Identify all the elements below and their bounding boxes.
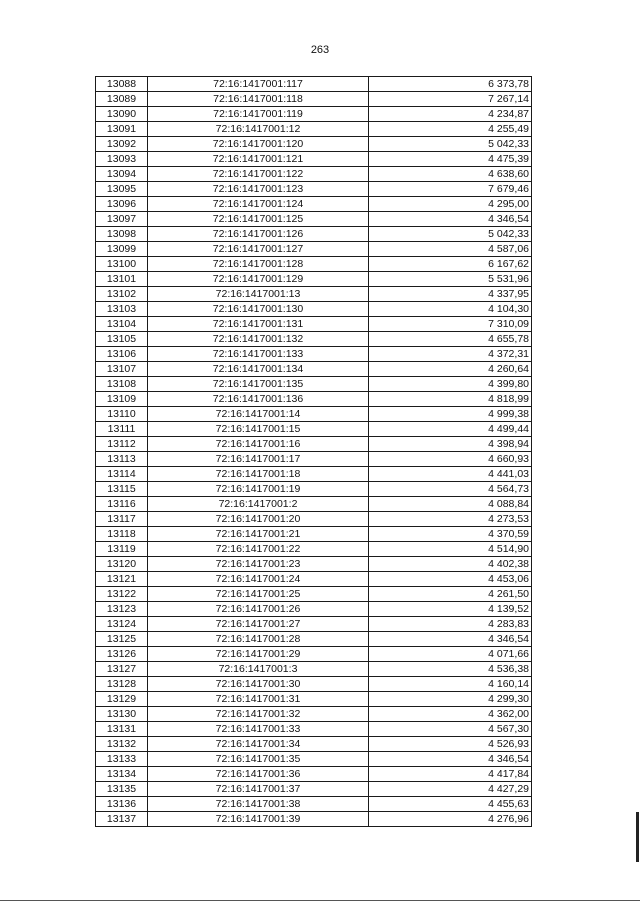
area-cell: 4 071,66	[369, 647, 532, 662]
table-row	[96, 782, 532, 797]
cadastral-number-cell: 72:16:1417001:33	[148, 722, 369, 737]
cadastral-number-cell: 72:16:1417001:32	[148, 707, 369, 722]
area-cell: 4 295,00	[369, 197, 532, 212]
table-row	[96, 617, 532, 632]
table-row	[96, 542, 532, 557]
area-cell: 4 372,31	[369, 347, 532, 362]
area-cell: 5 042,33	[369, 137, 532, 152]
row-number-cell: 13121	[96, 572, 148, 587]
area-cell: 4 398,94	[369, 437, 532, 452]
area-cell: 7 310,09	[369, 317, 532, 332]
table-row	[96, 632, 532, 647]
cadastral-number-cell: 72:16:1417001:22	[148, 542, 369, 557]
table-row	[96, 737, 532, 752]
table-row	[96, 152, 532, 167]
area-cell: 4 526,93	[369, 737, 532, 752]
row-number-cell: 13115	[96, 482, 148, 497]
area-cell: 7 679,46	[369, 182, 532, 197]
table-row	[96, 287, 532, 302]
cadastral-number-cell: 72:16:1417001:121	[148, 152, 369, 167]
cadastral-number-cell: 72:16:1417001:18	[148, 467, 369, 482]
area-cell: 4 455,63	[369, 797, 532, 812]
table-row	[96, 707, 532, 722]
cadastral-number-cell: 72:16:1417001:127	[148, 242, 369, 257]
cadastral-number-cell: 72:16:1417001:20	[148, 512, 369, 527]
area-cell: 4 453,06	[369, 572, 532, 587]
table-row	[96, 557, 532, 572]
table-row	[96, 752, 532, 767]
table-row	[96, 452, 532, 467]
row-number-cell: 13100	[96, 257, 148, 272]
row-number-cell: 13092	[96, 137, 148, 152]
table-row	[96, 197, 532, 212]
area-cell: 4 104,30	[369, 302, 532, 317]
scan-edge-mark	[636, 812, 639, 862]
area-cell: 4 567,30	[369, 722, 532, 737]
cadastral-number-cell: 72:16:1417001:25	[148, 587, 369, 602]
row-number-cell: 13088	[96, 77, 148, 92]
cadastral-number-cell: 72:16:1417001:13	[148, 287, 369, 302]
row-number-cell: 13126	[96, 647, 148, 662]
row-number-cell: 13128	[96, 677, 148, 692]
row-number-cell: 13120	[96, 557, 148, 572]
area-cell: 5 531,96	[369, 272, 532, 287]
cadastral-number-cell: 72:16:1417001:3	[148, 662, 369, 677]
cadastral-number-cell: 72:16:1417001:130	[148, 302, 369, 317]
row-number-cell: 13106	[96, 347, 148, 362]
area-cell: 4 362,00	[369, 707, 532, 722]
table-row	[96, 677, 532, 692]
cadastral-number-cell: 72:16:1417001:120	[148, 137, 369, 152]
cadastral-number-cell: 72:16:1417001:124	[148, 197, 369, 212]
cadastral-number-cell: 72:16:1417001:132	[148, 332, 369, 347]
cadastral-number-cell: 72:16:1417001:30	[148, 677, 369, 692]
table-row	[96, 302, 532, 317]
area-cell: 4 587,06	[369, 242, 532, 257]
area-cell: 4 276,96	[369, 812, 532, 827]
table-row	[96, 407, 532, 422]
row-number-cell: 13123	[96, 602, 148, 617]
area-cell: 4 088,84	[369, 497, 532, 512]
table-row	[96, 692, 532, 707]
area-cell: 4 499,44	[369, 422, 532, 437]
row-number-cell: 13113	[96, 452, 148, 467]
row-number-cell: 13096	[96, 197, 148, 212]
cadastral-number-cell: 72:16:1417001:123	[148, 182, 369, 197]
area-cell: 4 655,78	[369, 332, 532, 347]
row-number-cell: 13095	[96, 182, 148, 197]
area-cell: 4 337,95	[369, 287, 532, 302]
area-cell: 4 818,99	[369, 392, 532, 407]
table-row	[96, 212, 532, 227]
area-cell: 4 536,38	[369, 662, 532, 677]
area-cell: 4 346,54	[369, 752, 532, 767]
cadastral-number-cell: 72:16:1417001:21	[148, 527, 369, 542]
table-row	[96, 572, 532, 587]
table-row	[96, 227, 532, 242]
area-cell: 4 273,53	[369, 512, 532, 527]
area-cell: 4 346,54	[369, 632, 532, 647]
area-cell: 4 234,87	[369, 107, 532, 122]
cadastral-number-cell: 72:16:1417001:125	[148, 212, 369, 227]
row-number-cell: 13119	[96, 542, 148, 557]
row-number-cell: 13117	[96, 512, 148, 527]
row-number-cell: 13118	[96, 527, 148, 542]
table-row	[96, 92, 532, 107]
table-row	[96, 767, 532, 782]
area-cell: 4 346,54	[369, 212, 532, 227]
cadastral-number-cell: 72:16:1417001:28	[148, 632, 369, 647]
area-cell: 4 139,52	[369, 602, 532, 617]
cadastral-number-cell: 72:16:1417001:117	[148, 77, 369, 92]
area-cell: 4 370,59	[369, 527, 532, 542]
row-number-cell: 13090	[96, 107, 148, 122]
area-cell: 4 638,60	[369, 167, 532, 182]
cadastral-number-cell: 72:16:1417001:27	[148, 617, 369, 632]
row-number-cell: 13134	[96, 767, 148, 782]
table-row	[96, 527, 532, 542]
row-number-cell: 13109	[96, 392, 148, 407]
table-row	[96, 497, 532, 512]
area-cell: 4 441,03	[369, 467, 532, 482]
table-row	[96, 722, 532, 737]
cadastral-number-cell: 72:16:1417001:135	[148, 377, 369, 392]
row-number-cell: 13110	[96, 407, 148, 422]
row-number-cell: 13129	[96, 692, 148, 707]
table-row	[96, 257, 532, 272]
row-number-cell: 13107	[96, 362, 148, 377]
cadastral-number-cell: 72:16:1417001:24	[148, 572, 369, 587]
table-row	[96, 812, 532, 827]
cadastral-number-cell: 72:16:1417001:118	[148, 92, 369, 107]
table-row	[96, 122, 532, 137]
area-cell: 7 267,14	[369, 92, 532, 107]
table-row	[96, 377, 532, 392]
cadastral-number-cell: 72:16:1417001:38	[148, 797, 369, 812]
row-number-cell: 13108	[96, 377, 148, 392]
table-row	[96, 437, 532, 452]
row-number-cell: 13133	[96, 752, 148, 767]
table-row	[96, 182, 532, 197]
cadastral-number-cell: 72:16:1417001:15	[148, 422, 369, 437]
area-cell: 4 660,93	[369, 452, 532, 467]
area-cell: 4 475,39	[369, 152, 532, 167]
row-number-cell: 13091	[96, 122, 148, 137]
cadastral-number-cell: 72:16:1417001:128	[148, 257, 369, 272]
cadastral-number-cell: 72:16:1417001:36	[148, 767, 369, 782]
cadastral-number-cell: 72:16:1417001:23	[148, 557, 369, 572]
parcel-table	[95, 76, 532, 827]
row-number-cell: 13101	[96, 272, 148, 287]
table-row	[96, 482, 532, 497]
row-number-cell: 13093	[96, 152, 148, 167]
cadastral-number-cell: 72:16:1417001:29	[148, 647, 369, 662]
cadastral-number-cell: 72:16:1417001:126	[148, 227, 369, 242]
area-cell: 4 427,29	[369, 782, 532, 797]
cadastral-number-cell: 72:16:1417001:16	[148, 437, 369, 452]
cadastral-number-cell: 72:16:1417001:134	[148, 362, 369, 377]
scan-edge-mark	[0, 900, 640, 901]
cadastral-number-cell: 72:16:1417001:37	[148, 782, 369, 797]
area-cell: 6 373,78	[369, 77, 532, 92]
table-row	[96, 362, 532, 377]
cadastral-number-cell: 72:16:1417001:31	[148, 692, 369, 707]
row-number-cell: 13125	[96, 632, 148, 647]
cadastral-number-cell: 72:16:1417001:2	[148, 497, 369, 512]
row-number-cell: 13104	[96, 317, 148, 332]
table-row	[96, 602, 532, 617]
cadastral-number-cell: 72:16:1417001:26	[148, 602, 369, 617]
row-number-cell: 13122	[96, 587, 148, 602]
area-cell: 4 564,73	[369, 482, 532, 497]
table-row	[96, 272, 532, 287]
table-row	[96, 77, 532, 92]
table-row	[96, 512, 532, 527]
cadastral-number-cell: 72:16:1417001:19	[148, 482, 369, 497]
cadastral-number-cell: 72:16:1417001:39	[148, 812, 369, 827]
table-row	[96, 167, 532, 182]
row-number-cell: 13131	[96, 722, 148, 737]
page-number: 263	[310, 44, 330, 56]
area-cell: 5 042,33	[369, 227, 532, 242]
row-number-cell: 13099	[96, 242, 148, 257]
table-row	[96, 797, 532, 812]
cadastral-number-cell: 72:16:1417001:35	[148, 752, 369, 767]
row-number-cell: 13116	[96, 497, 148, 512]
table-row	[96, 587, 532, 602]
table-row	[96, 332, 532, 347]
row-number-cell: 13094	[96, 167, 148, 182]
row-number-cell: 13098	[96, 227, 148, 242]
area-cell: 4 299,30	[369, 692, 532, 707]
cadastral-number-cell: 72:16:1417001:131	[148, 317, 369, 332]
row-number-cell: 13114	[96, 467, 148, 482]
table-row	[96, 242, 532, 257]
row-number-cell: 13103	[96, 302, 148, 317]
table-row	[96, 467, 532, 482]
area-cell: 4 399,80	[369, 377, 532, 392]
area-cell: 4 402,38	[369, 557, 532, 572]
area-cell: 4 283,83	[369, 617, 532, 632]
row-number-cell: 13137	[96, 812, 148, 827]
cadastral-number-cell: 72:16:1417001:133	[148, 347, 369, 362]
row-number-cell: 13097	[96, 212, 148, 227]
cadastral-number-cell: 72:16:1417001:34	[148, 737, 369, 752]
area-cell: 4 514,90	[369, 542, 532, 557]
area-cell: 4 160,14	[369, 677, 532, 692]
area-cell: 4 260,64	[369, 362, 532, 377]
area-cell: 6 167,62	[369, 257, 532, 272]
row-number-cell: 13089	[96, 92, 148, 107]
row-number-cell: 13127	[96, 662, 148, 677]
table-row	[96, 347, 532, 362]
table-row	[96, 137, 532, 152]
table-row	[96, 662, 532, 677]
area-cell: 4 255,49	[369, 122, 532, 137]
cadastral-number-cell: 72:16:1417001:122	[148, 167, 369, 182]
row-number-cell: 13124	[96, 617, 148, 632]
table-row	[96, 647, 532, 662]
area-cell: 4 417,84	[369, 767, 532, 782]
cadastral-number-cell: 72:16:1417001:129	[148, 272, 369, 287]
cadastral-number-cell: 72:16:1417001:136	[148, 392, 369, 407]
cadastral-number-cell: 72:16:1417001:14	[148, 407, 369, 422]
cadastral-number-cell: 72:16:1417001:17	[148, 452, 369, 467]
row-number-cell: 13136	[96, 797, 148, 812]
parcel-table-body	[96, 77, 532, 827]
cadastral-number-cell: 72:16:1417001:12	[148, 122, 369, 137]
table-row	[96, 107, 532, 122]
row-number-cell: 13112	[96, 437, 148, 452]
row-number-cell: 13132	[96, 737, 148, 752]
row-number-cell: 13105	[96, 332, 148, 347]
table-row	[96, 392, 532, 407]
row-number-cell: 13130	[96, 707, 148, 722]
cadastral-number-cell: 72:16:1417001:119	[148, 107, 369, 122]
table-row	[96, 317, 532, 332]
row-number-cell: 13135	[96, 782, 148, 797]
row-number-cell: 13102	[96, 287, 148, 302]
area-cell: 4 261,50	[369, 587, 532, 602]
area-cell: 4 999,38	[369, 407, 532, 422]
row-number-cell: 13111	[96, 422, 148, 437]
table-row	[96, 422, 532, 437]
